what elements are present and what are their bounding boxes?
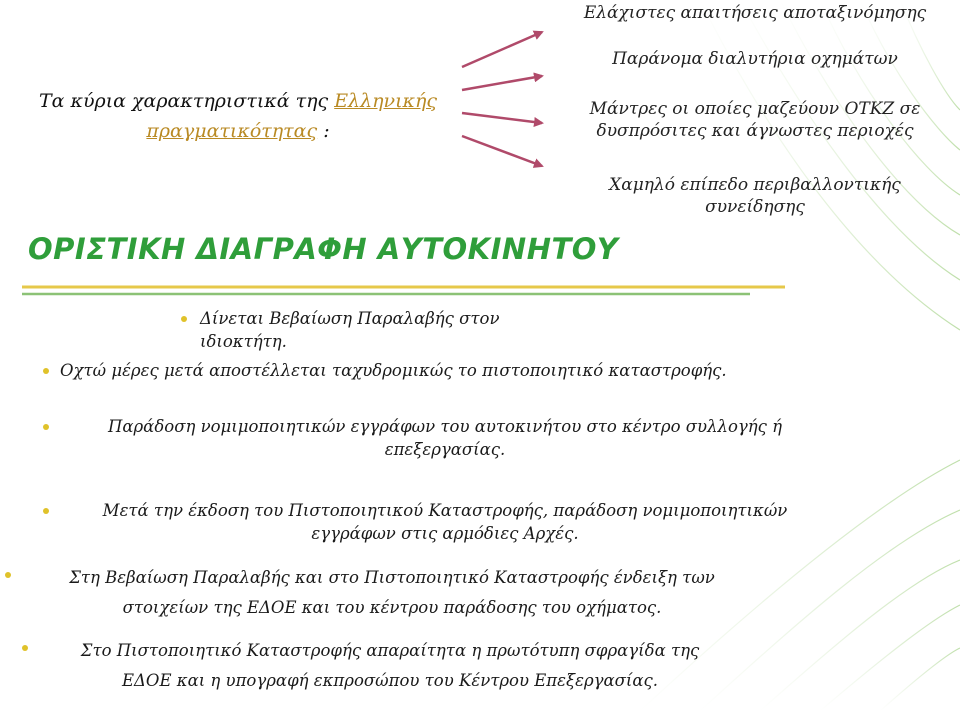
bullet-dot xyxy=(43,368,49,374)
intro-prefix: Τα κύρια χαρακτηριστικά της xyxy=(38,90,335,112)
intro-link-reality[interactable]: πραγματικότητας xyxy=(146,120,318,142)
bullet-dot xyxy=(5,572,11,578)
bullet-6 xyxy=(40,636,740,696)
bullet-5-line1: Στη Βεβαίωση Παραλαβής και στο Πιστοποιητικό Καταστροφής ένδειξη των xyxy=(69,568,715,587)
bullet-6-line1: Στο Πιστοποιητικό Καταστροφής απαραίτητα η πρωτότυπη σφραγίδα της xyxy=(80,641,700,660)
bullet-1: Δίνεται Βεβαίωση Παραλαβής στον ιδιοκτήτη. xyxy=(200,309,500,351)
bullet-3-line1: Παράδοση νομιμοποιητικών εγγράφων του αυτοκινήτου στο κέντρο συλλογής ή xyxy=(107,417,783,436)
right-item-1: Ελάχιστες απαιτήσεις αποταξινόμησης xyxy=(583,3,927,23)
right-item-4-line2: συνείδησης xyxy=(705,197,805,217)
bullet-5 xyxy=(22,563,762,623)
bullet-2: Οχτώ μέρες μετά αποστέλλεται ταχυδρομικώς το πιστοποιητικό καταστροφής. xyxy=(60,361,727,380)
arrow-1 xyxy=(462,32,542,67)
right-item-3-line2: δυσπρόσιτες και άγνωστες περιοχές xyxy=(596,121,914,141)
right-item-4-line1: Χαμηλό επίπεδο περιβαλλοντικής xyxy=(609,175,901,195)
bullet-4-line1: Μετά την έκδοση του Πιστοποιητικού Καταστροφής, παράδοση νομιμοποιητικών xyxy=(102,501,788,520)
intro-suffix: : xyxy=(317,120,330,142)
divider-lines xyxy=(22,287,785,294)
arrows xyxy=(462,32,542,166)
bullet-6-line2: ΕΔΟΕ και η υπογραφή εκπροσώπου του Κέντρου Επεξεργασίας. xyxy=(121,671,659,690)
arrow-2 xyxy=(462,76,542,90)
bullet-dot xyxy=(43,508,49,514)
bullet-3-line2: επεξεργασίας. xyxy=(384,440,506,459)
right-item-4 xyxy=(560,174,950,218)
right-item-3 xyxy=(560,98,950,142)
bullet-4 xyxy=(60,499,830,545)
bullet-dot xyxy=(22,645,28,651)
slide-title: ΟΡΙΣΤΙΚΗ ΔΙΑΓΡΑΦΗ ΑΥΤΟΚΙΝΗΤΟΥ xyxy=(28,232,619,266)
bullet-dot xyxy=(43,424,49,430)
bullet-dot xyxy=(181,316,187,322)
intro-link-greek[interactable]: Ελληνικής xyxy=(334,90,438,112)
right-item-2: Παράνομα διαλυτήρια οχημάτων xyxy=(612,49,898,69)
arrow-4 xyxy=(462,136,542,166)
intro-text xyxy=(18,86,458,146)
bullet-5-line2: στοιχείων της ΕΔΟΕ και του κέντρου παράδοσης του οχήματος. xyxy=(122,598,662,617)
right-item-3-line1: Μάντρες οι οποίες μαζεύουν ΟΤΚΖ σε xyxy=(589,99,921,119)
arrow-3 xyxy=(462,113,542,123)
bullet-4-line2: εγγράφων στις αρμόδιες Αρχές. xyxy=(311,524,579,543)
bullet-3 xyxy=(60,415,830,461)
